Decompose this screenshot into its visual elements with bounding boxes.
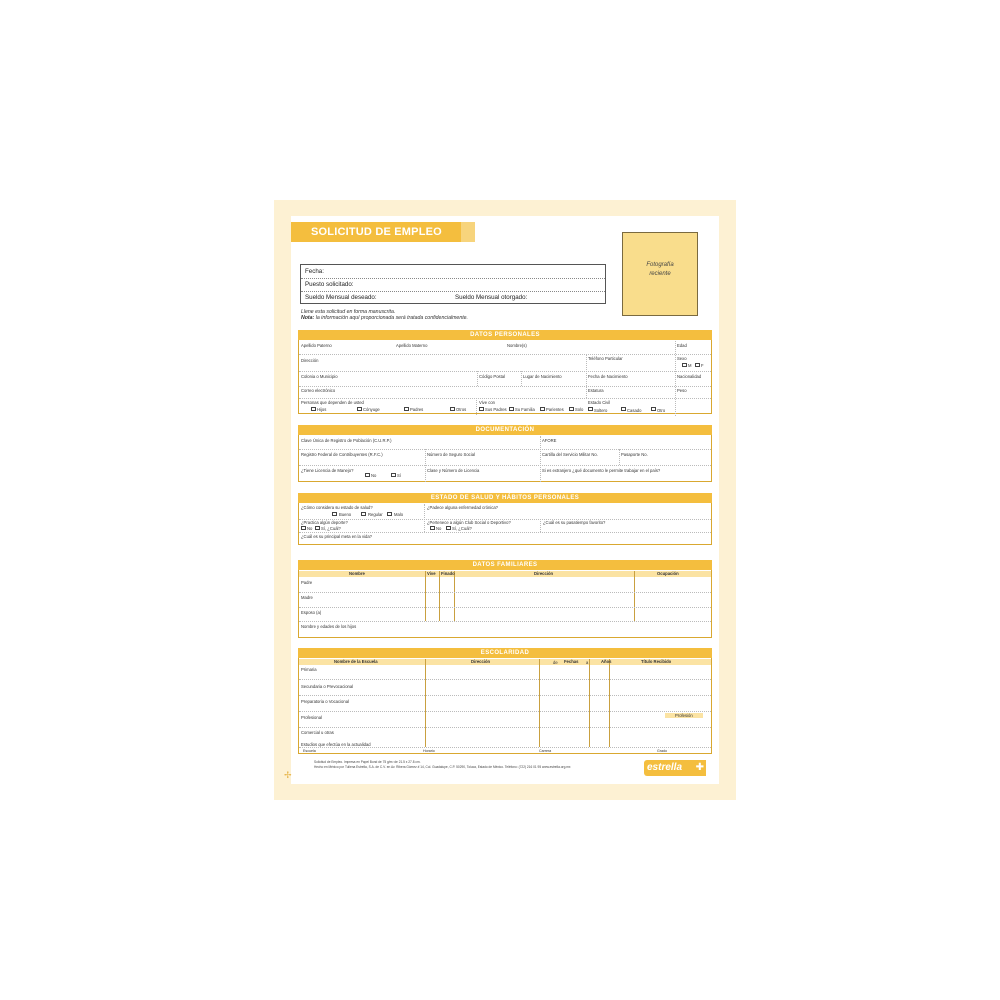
photo-box[interactable] — [622, 232, 698, 316]
horario-label: Horario — [423, 749, 435, 753]
sexo-m-checkbox[interactable] — [682, 363, 687, 367]
grado-label: Grado — [657, 749, 667, 753]
confidential-note — [301, 315, 468, 321]
solo-checkbox[interactable] — [569, 407, 574, 411]
conyuge-label: Cónyuge — [363, 407, 380, 412]
column-header: Nombre de la Escuela — [334, 659, 378, 664]
footer-line: Hecho en México por Tullena Estrella, S.A. de C.V. en Av. Ribera Gómez # 14, Col. Guadalupe, C.P. 50290, Toluca, Estado de México. Teléfono: (722) 216 01 95 www.estrella.org.mx — [314, 765, 571, 769]
estatura-label: Estatura — [588, 388, 604, 393]
deporte-label: ¿Practica algún deporte? — [301, 520, 348, 525]
club-si-label: Sí, ¿Cuál? — [452, 526, 472, 531]
table-row: Madre — [301, 595, 313, 600]
rfc-label: Registro Federal de Contribuyentes (R.F.C.) — [301, 452, 383, 457]
soltero-label: Soltero — [594, 408, 608, 413]
parientes-checkbox[interactable] — [540, 407, 545, 411]
column-header: a — [586, 660, 589, 665]
club-label: ¿Pertenece a algún Club Social o Deportivo? — [427, 520, 511, 525]
table-row: Esposo (a) — [301, 610, 322, 615]
section-familiares — [298, 560, 712, 638]
padres-label: Padres — [410, 407, 424, 412]
licencia-si-label: Sí — [397, 473, 401, 478]
deporte-no-checkbox[interactable] — [301, 526, 306, 530]
afore-label: AFORE — [542, 438, 557, 443]
clave-licencia-label: Clase y Número de Licencia — [427, 468, 480, 473]
flower-ornament-icon: ✢ — [284, 770, 292, 780]
deporte-no-label: No — [307, 526, 313, 531]
photo-label: Fotografía reciente — [646, 262, 674, 277]
title-tab-decoration — [461, 222, 475, 242]
extranjero-label: Si es extranjero ¿qué documento le permite trabajar en el país? — [542, 468, 661, 473]
table-row: Preparatoria o Vocacional — [301, 699, 349, 704]
column-header: Vive — [427, 571, 436, 576]
licencia-label: ¿Tiene Licencia de Manejo? — [301, 468, 354, 473]
deporte-si-checkbox[interactable] — [315, 526, 320, 530]
casado-checkbox[interactable] — [621, 407, 626, 411]
soltero-checkbox[interactable] — [588, 407, 593, 411]
otro-checkbox[interactable] — [651, 407, 656, 411]
table-row: Primaria — [301, 667, 317, 672]
padres-checkbox[interactable] — [404, 407, 409, 411]
deporte-si-label: Sí, ¿Cuál? — [321, 526, 341, 531]
section-heading: ESTADO DE SALUD Y HÁBITOS PERSONALES — [298, 493, 712, 503]
section-datos-personales — [298, 330, 712, 414]
club-si-checkbox[interactable] — [446, 526, 451, 530]
fecha-label: Fecha: — [305, 268, 324, 275]
puesto-label: Puesto solicitado: — [305, 281, 354, 288]
su-familia-label: Su Familia — [515, 407, 535, 412]
header-fields-box — [300, 264, 606, 304]
licencia-si-checkbox[interactable] — [391, 473, 396, 477]
column-header: Años — [601, 659, 612, 664]
table-row: Estudios que efectúa en la actualidad — [301, 742, 371, 747]
section-documentacion — [298, 425, 712, 482]
table-row: Nombre y edades de los hijos — [301, 624, 357, 629]
profesion-label: Profesión — [665, 713, 703, 718]
cartilla-label: Cartilla del Servicio Militar No. — [542, 452, 598, 457]
nss-label: Número de Seguro Social — [427, 452, 475, 457]
licencia-no-label: No — [371, 473, 377, 478]
sexo-f-label: F — [701, 363, 704, 368]
section-salud — [298, 493, 712, 545]
sexo-f-checkbox[interactable] — [695, 363, 700, 367]
edad-label: Edad — [677, 343, 687, 348]
salud-malo-label: Malo — [394, 512, 404, 517]
section-heading: DOCUMENTACIÓN — [298, 425, 712, 435]
sus-padres-checkbox[interactable] — [479, 407, 484, 411]
salud-malo-checkbox[interactable] — [387, 512, 392, 516]
column-header: Finado — [441, 571, 455, 576]
meta-label: ¿Cuál es su principal meta en la vida? — [301, 534, 372, 539]
colonia-label: Colonia o Municipio — [301, 374, 338, 379]
direccion-label: Dirección — [301, 358, 319, 363]
casado-label: Casado — [627, 408, 642, 413]
sexo-label: Sexo — [677, 356, 687, 361]
estado-civil-label: Estado Civil — [588, 400, 611, 405]
footer-imprint — [314, 760, 571, 770]
solo-label: Solo — [575, 407, 584, 412]
sueldo-otorgado-label: Sueldo Mensual otorgado: — [455, 294, 528, 301]
club-no-checkbox[interactable] — [430, 526, 435, 530]
column-header: Nombre — [349, 571, 365, 576]
pasatiempo-label: ¿Cuál es su pasatiempo favorito? — [543, 520, 606, 525]
sus-padres-label: Sus Padres — [485, 407, 507, 412]
estrella-logo — [644, 760, 706, 776]
licencia-no-checkbox[interactable] — [365, 473, 370, 477]
footer-line: Solicitud de Empleo. Impresa en Papel Bond de 75 g/m² de 21.5 x 27.8 cm. — [314, 760, 421, 764]
section-escolaridad — [298, 648, 712, 754]
salud-bueno-checkbox[interactable] — [332, 512, 337, 516]
pasaporte-label: Pasaporte No. — [621, 452, 648, 457]
carrera-label: Carrera — [539, 749, 552, 753]
column-header: Dirección — [471, 659, 491, 664]
peso-label: Peso — [677, 388, 687, 393]
enfermedad-label: ¿Padece alguna enfermedad crónica? — [427, 505, 499, 510]
column-header: Fechas — [564, 659, 579, 664]
section-heading: DATOS FAMILIARES — [298, 560, 712, 570]
column-header: Dirección — [534, 571, 554, 576]
dependen-label: Personas que dependen de usted — [301, 400, 364, 405]
lugar-nacimiento-label: Lugar de Nacimiento — [523, 374, 562, 379]
hijos-checkbox[interactable] — [311, 407, 316, 411]
club-no-label: No — [436, 526, 442, 531]
header-divider — [301, 291, 605, 292]
otros-label: Otros — [456, 407, 467, 412]
fecha-nacimiento-label: Fecha de Nacimiento — [588, 374, 628, 379]
salud-regular-checkbox[interactable] — [361, 512, 366, 516]
salud-bueno-label: Bueno — [339, 512, 352, 517]
note-label: Nota: — [301, 315, 315, 321]
note-text: la información aquí proporcionada será tratada confidencialmente. — [314, 315, 468, 321]
logo-text: estrella — [647, 762, 683, 773]
column-header: Ocupación — [657, 571, 679, 576]
otros-checkbox[interactable] — [450, 407, 455, 411]
nacionalidad-label: Nacionalidad — [677, 374, 702, 379]
table-row: Padre — [301, 580, 313, 585]
hijos-label: Hijos — [317, 407, 327, 412]
conyuge-checkbox[interactable] — [357, 407, 362, 411]
header-divider — [301, 278, 605, 279]
section-heading: DATOS PERSONALES — [298, 330, 712, 340]
parientes-label: Parientes — [546, 407, 564, 412]
correo-label: Correo electrónico — [301, 388, 336, 393]
section-heading: ESCOLARIDAD — [298, 648, 712, 658]
sexo-m-label: M — [688, 363, 692, 368]
otro-label: Otro — [657, 408, 666, 413]
salud-regular-label: Regular — [368, 512, 383, 517]
estado-salud-label: ¿Cómo considera su estado de salud? — [301, 505, 373, 510]
nombres-label: Nombre(s) — [507, 343, 527, 348]
table-row: Comercial u otras — [301, 730, 334, 735]
curp-label: Clave Única de Registro de Población (C.U.R.P.) — [301, 438, 392, 443]
su-familia-checkbox[interactable] — [509, 407, 514, 411]
form-title: SOLICITUD DE EMPLEO — [291, 222, 461, 242]
table-row: Secundaria o Prevocacional — [301, 684, 354, 689]
vive-con-label: Vive con — [479, 400, 495, 405]
table-row: Profesional — [301, 715, 322, 720]
column-header: Título Recibido — [641, 659, 672, 664]
codigo-postal-label: Código Postal — [479, 374, 506, 379]
instruction-note: Llene esta solicitud en forma manuscrita. — [301, 309, 396, 315]
telefono-label: Teléfono Particular — [588, 356, 623, 361]
escuela-label: Escuela — [303, 749, 316, 753]
sueldo-deseado-label: Sueldo Mensual deseado: — [305, 294, 377, 301]
star-icon: ✚ — [695, 762, 704, 773]
apellido-paterno-label: Apellido Paterno — [301, 343, 332, 348]
apellido-materno-label: Apellido Materno — [396, 343, 428, 348]
column-header: de — [553, 660, 558, 665]
